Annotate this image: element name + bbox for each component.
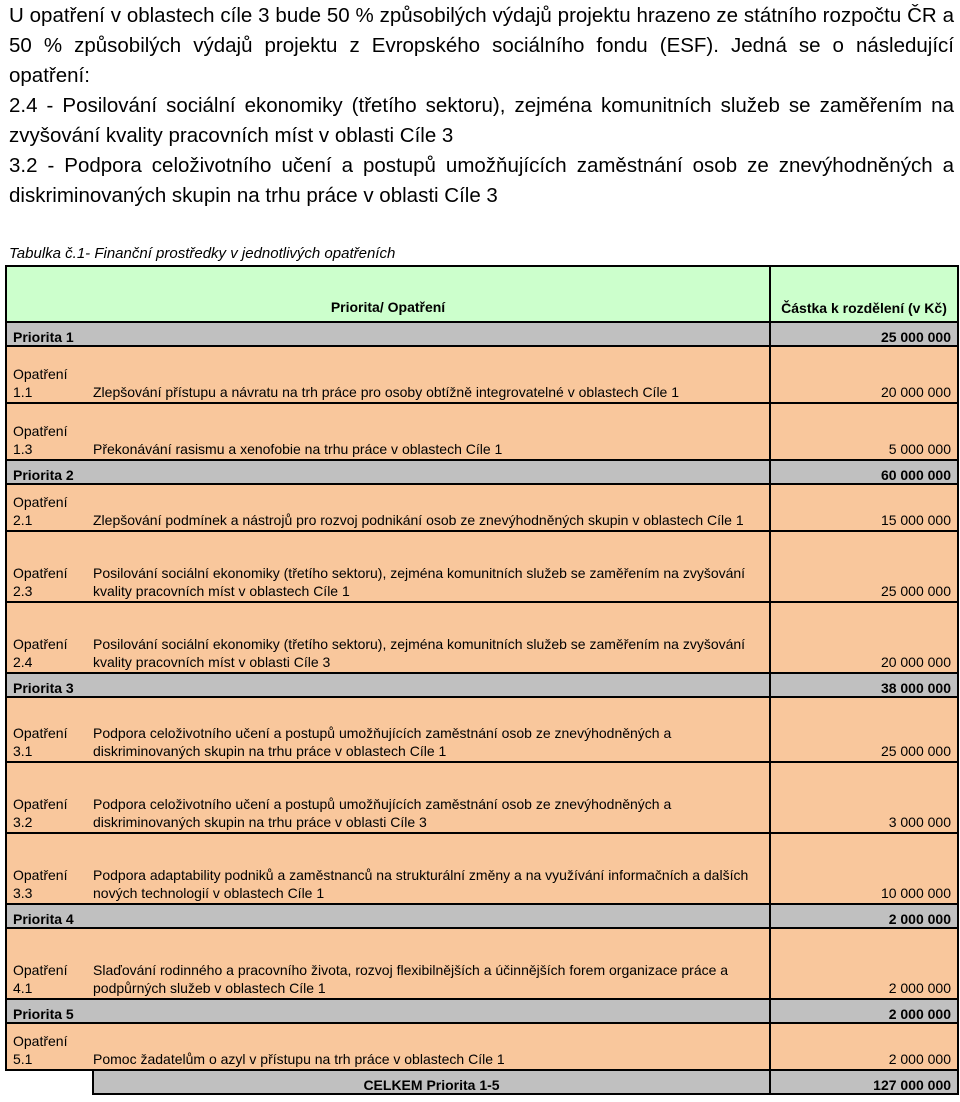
- measure-amount: 5 000 000: [770, 403, 958, 460]
- priority-row-2: [6, 460, 958, 484]
- measure-row-4-1: [6, 928, 958, 999]
- priority-amount: 38 000 000: [770, 673, 958, 697]
- priority-row-4: [6, 904, 958, 928]
- measure-amount: 15 000 000: [770, 484, 958, 531]
- total-spacer: [6, 1070, 93, 1094]
- priority-spacer: [93, 999, 770, 1023]
- measure-amount: 20 000 000: [770, 602, 958, 673]
- priority-label: Priorita 5: [6, 999, 93, 1023]
- total-row: [6, 1070, 958, 1094]
- intro-paragraph-3: 3.2 - Podpora celoživotního učení a postupů umožňujících zaměstnání osob ze znevýhodněných a diskriminovaných skupin na trhu práce v oblasti Cíle 3: [9, 154, 954, 207]
- measure-code: Opatření 2.4: [6, 602, 93, 673]
- finance-table: [5, 265, 959, 1095]
- measure-description: Pomoc žadatelům o azyl v přístupu na trh práce v oblastech Cíle 1: [93, 1023, 770, 1070]
- measure-code: Opatření 2.1: [6, 484, 93, 531]
- measure-amount: 2 000 000: [770, 1023, 958, 1070]
- measure-description: Podpora celoživotního učení a postupů umožňujících zaměstnání osob ze znevýhodněných a diskriminovaných skupin na trhu práce v oblasti Cíle 3: [93, 762, 770, 833]
- priority-row-3: [6, 673, 958, 697]
- header-priority-col: Priorita/ Opatření: [6, 266, 770, 322]
- priority-spacer: [93, 460, 770, 484]
- priority-amount: 2 000 000: [770, 999, 958, 1023]
- measure-description: Zlepšování přístupu a návratu na trh práce pro osoby obtížně integrovatelné v oblastech Cíle 1: [93, 346, 770, 403]
- priority-row-5: [6, 999, 958, 1023]
- measure-row-1-1: [6, 346, 958, 403]
- priority-amount: 25 000 000: [770, 322, 958, 346]
- intro-text: [9, 1, 954, 211]
- measure-code: Opatření 4.1: [6, 928, 93, 999]
- measure-code: Opatření 2.3: [6, 531, 93, 602]
- priority-label: Priorita 1: [6, 322, 93, 346]
- measure-code: Opatření 3.3: [6, 833, 93, 904]
- intro-paragraph-1: U opatření v oblastech cíle 3 bude 50 % způsobilých výdajů projektu hrazeno ze státního rozpočtu ČR a 50 % způsobilých výdajů projektu z Evropského sociálního fondu (ESF). Jedná se o následující opatření:: [9, 4, 954, 87]
- measure-code: Opatření 1.1: [6, 346, 93, 403]
- measure-code: Opatření 1.3: [6, 403, 93, 460]
- measure-code: Opatření 3.2: [6, 762, 93, 833]
- priority-amount: 60 000 000: [770, 460, 958, 484]
- intro-paragraph-2: 2.4 - Posilování sociální ekonomiky (třetího sektoru), zejména komunitních služeb se zaměřením na zvyšování kvality pracovních míst v oblasti Cíle 3: [9, 94, 954, 147]
- measure-row-2-3: [6, 531, 958, 602]
- measure-code: Opatření 5.1: [6, 1023, 93, 1070]
- measure-amount: 10 000 000: [770, 833, 958, 904]
- priority-label: Priorita 4: [6, 904, 93, 928]
- measure-row-2-1: [6, 484, 958, 531]
- priority-spacer: [93, 904, 770, 928]
- measure-amount: 3 000 000: [770, 762, 958, 833]
- measure-amount: 25 000 000: [770, 531, 958, 602]
- measure-row-3-1: [6, 697, 958, 762]
- measure-description: Posilování sociální ekonomiky (třetího sektoru), zejména komunitních služeb se zaměřením na zvyšování kvality pracovních míst v oblastech Cíle 1: [93, 531, 770, 602]
- measure-description: Posilování sociální ekonomiky (třetího sektoru), zejména komunitních služeb se zaměřením na zvyšování kvality pracovních míst v oblasti Cíle 3: [93, 602, 770, 673]
- measure-amount: 20 000 000: [770, 346, 958, 403]
- table-header-row: [6, 266, 958, 322]
- measure-row-5-1: [6, 1023, 958, 1070]
- measure-description: Zlepšování podmínek a nástrojů pro rozvoj podnikání osob ze znevýhodněných skupin v oblastech Cíle 1: [93, 484, 770, 531]
- table-caption: Tabulka č.1- Finanční prostředky v jednotlivých opatřeních: [9, 245, 396, 262]
- measure-description: Překonávání rasismu a xenofobie na trhu práce v oblastech Cíle 1: [93, 403, 770, 460]
- measure-row-3-3: [6, 833, 958, 904]
- measure-code: Opatření 3.1: [6, 697, 93, 762]
- priority-spacer: [93, 673, 770, 697]
- priority-amount: 2 000 000: [770, 904, 958, 928]
- measure-row-3-2: [6, 762, 958, 833]
- total-label: CELKEM Priorita 1-5: [93, 1070, 770, 1094]
- measure-amount: 2 000 000: [770, 928, 958, 999]
- measure-row-2-4: [6, 602, 958, 673]
- priority-label: Priorita 3: [6, 673, 93, 697]
- priority-spacer: [93, 322, 770, 346]
- priority-row-1: [6, 322, 958, 346]
- header-amount-col: Částka k rozdělení (v Kč): [770, 266, 958, 322]
- measure-description: Podpora adaptability podniků a zaměstnanců na strukturální změny a na využívání informačních a dalších nových technologií v oblastech Cíle 1: [93, 833, 770, 904]
- measure-row-1-3: [6, 403, 958, 460]
- measure-amount: 25 000 000: [770, 697, 958, 762]
- total-amount: 127 000 000: [770, 1070, 958, 1094]
- measure-description: Slaďování rodinného a pracovního života, rozvoj flexibilnějších a účinnějších forem organizace práce a podpůrných služeb v oblastech Cíle 1: [93, 928, 770, 999]
- measure-description: Podpora celoživotního učení a postupů umožňujících zaměstnání osob ze znevýhodněných a diskriminovaných skupin na trhu práce v oblastech Cíle 1: [93, 697, 770, 762]
- priority-label: Priorita 2: [6, 460, 93, 484]
